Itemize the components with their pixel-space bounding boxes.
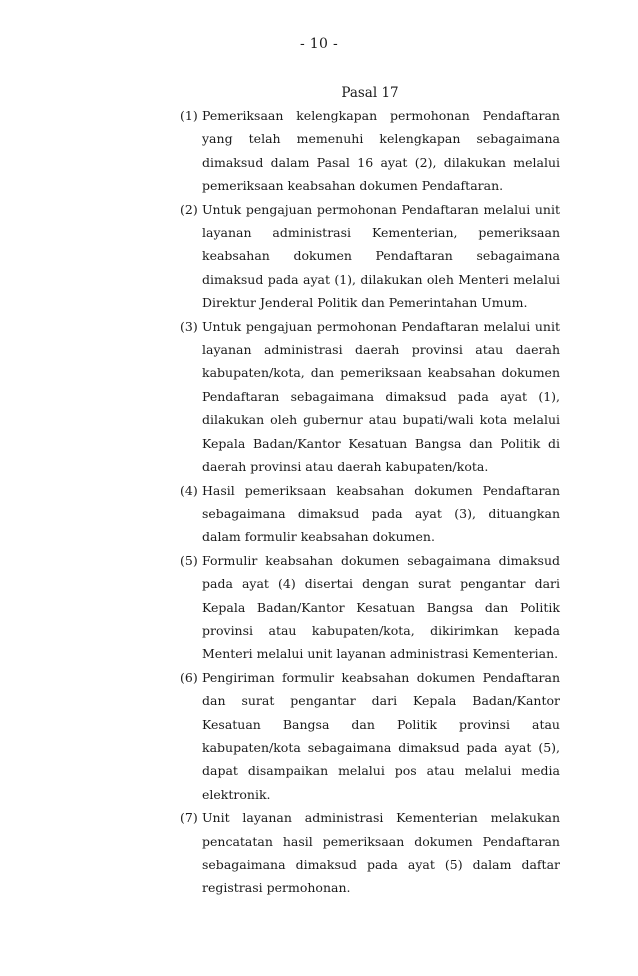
list-item bbox=[180, 666, 560, 806]
list-item bbox=[180, 104, 560, 198]
page-number: - 10 - bbox=[300, 36, 338, 52]
article-title: Pasal 17 bbox=[341, 85, 399, 101]
item-text: Formulir keabsahan dokumen sebagaimana dimaksud pada ayat (4) disertai dengan surat pengantar dari Kepala Badan/Kantor Kesatuan Bangsa dan Politik provinsi atau kabupaten/kota, dikirimkan kepada Menteri melalui unit layanan administrasi Kementerian. bbox=[202, 552, 560, 662]
item-text: Hasil pemeriksaan keabsahan dokumen Pendaftaran sebagaimana dimaksud pada ayat (3), dituangkan dalam formulir keabsahan dokumen. bbox=[202, 482, 560, 545]
article-items bbox=[180, 104, 560, 900]
item-text: Pemeriksaan kelengkapan permohonan Pendaftaran yang telah memenuhi kelengkapan sebagaimana dimaksud dalam Pasal 16 ayat (2), dilakukan melalui pemeriksaan keabsahan dokumen Pendaftaran. bbox=[202, 108, 560, 194]
item-text: Untuk pengajuan permohonan Pendaftaran melalui unit layanan administrasi daerah provinsi atau daerah kabupaten/kota, dan pemeriksaan keabsahan dokumen Pendaftaran sebagaimana dimaksud pada ayat (1), dilakukan oleh gubernur atau bupati/wali kota melalui Kepala Badan/Kantor Kesatuan Bangsa dan Politik di daerah provinsi atau daerah kabupaten/kota. bbox=[202, 318, 560, 475]
item-number: (6) bbox=[180, 669, 198, 685]
item-number: (5) bbox=[180, 552, 198, 568]
item-number: (2) bbox=[180, 201, 198, 217]
item-text: Unit layanan administrasi Kementerian melakukan pencatatan hasil pemeriksaan dokumen Pendaftaran sebagaimana dimaksud pada ayat (5) dalam daftar registrasi permohonan. bbox=[202, 810, 560, 896]
item-number: (7) bbox=[180, 810, 198, 826]
list-item bbox=[180, 198, 560, 315]
item-number: (1) bbox=[180, 108, 198, 123]
list-item bbox=[180, 806, 560, 900]
list-item bbox=[180, 315, 560, 479]
list-item bbox=[180, 549, 560, 666]
item-number: (3) bbox=[180, 318, 198, 334]
list-item bbox=[180, 479, 560, 549]
item-text: Pengiriman formulir keabsahan dokumen Pendaftaran dan surat pengantar dari Kepala Badan/Kantor Kesatuan Bangsa dan Politik provinsi atau kabupaten/kota sebagaimana dimaksud pada ayat (5), dapat disampaikan melalui pos atau melalui media elektronik. bbox=[202, 669, 560, 802]
item-number: (4) bbox=[180, 482, 198, 498]
item-text: Untuk pengajuan permohonan Pendaftaran melalui unit layanan administrasi Kementerian, pemeriksaan keabsahan dokumen Pendaftaran sebagaimana dimaksud pada ayat (1), dilakukan oleh Menteri melalui Direktur Jenderal Politik dan Pemerintahan Umum. bbox=[202, 201, 560, 311]
